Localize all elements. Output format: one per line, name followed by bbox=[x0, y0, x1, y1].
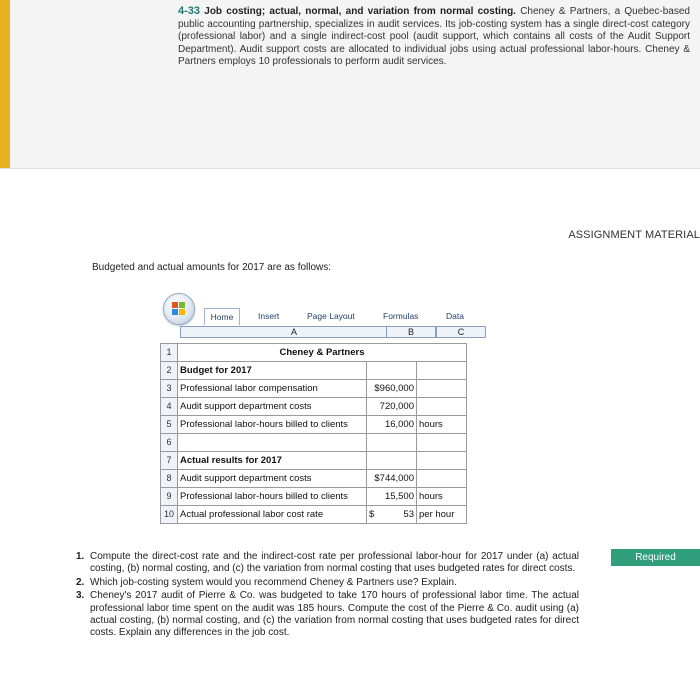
question-number: 1. bbox=[76, 551, 85, 562]
office-logo-icon bbox=[172, 302, 186, 316]
accent-bar bbox=[0, 0, 10, 168]
table-row bbox=[161, 380, 467, 398]
cell-c[interactable]: hours bbox=[417, 416, 467, 434]
cell-c[interactable] bbox=[417, 470, 467, 488]
row-number[interactable]: 4 bbox=[161, 398, 178, 416]
cell-a[interactable] bbox=[178, 434, 367, 452]
cell-b[interactable]: $960,000 bbox=[367, 380, 417, 398]
table-row bbox=[161, 344, 467, 362]
question-number: 2. bbox=[76, 576, 85, 588]
cell-a[interactable]: Actual professional labor cost rate bbox=[178, 506, 367, 524]
column-header-b[interactable]: B bbox=[386, 326, 436, 338]
tab-formulas[interactable]: Formulas bbox=[383, 311, 419, 321]
column-header-c[interactable]: C bbox=[436, 326, 486, 338]
row-number[interactable]: 6 bbox=[161, 434, 178, 452]
cell-b[interactable] bbox=[367, 506, 417, 524]
questions-list bbox=[76, 551, 579, 641]
cell-b[interactable] bbox=[367, 362, 417, 380]
row-number[interactable]: 2 bbox=[161, 362, 178, 380]
problem-body: Cheney & Partners, a Quebec-based public accounting partnership, specializes in audit services. Its job-costing system has a single direct-cost category (professional labor) and a single indirect-cost pool (audit support, which contains all costs of the Audit Support Department). Audit support costs are allocated to individual jobs using actual professional labor-hours. Cheney & Partners employs 10 professionals to perform audit services. bbox=[178, 6, 690, 68]
tab-insert[interactable]: Insert bbox=[258, 311, 280, 321]
intro-text: Budgeted and actual amounts for 2017 are as follows: bbox=[92, 262, 332, 273]
table-row bbox=[161, 470, 467, 488]
table-row bbox=[161, 416, 467, 434]
cell-c[interactable] bbox=[417, 434, 467, 452]
table-row bbox=[161, 488, 467, 506]
list-item bbox=[76, 577, 579, 589]
tab-data[interactable]: Data bbox=[446, 311, 464, 321]
table-row bbox=[161, 362, 467, 380]
cell-c[interactable]: per hour bbox=[417, 506, 467, 524]
row-number[interactable]: 10 bbox=[161, 506, 178, 524]
cell-c[interactable] bbox=[417, 398, 467, 416]
cell-a[interactable]: Professional labor-hours billed to clients bbox=[178, 416, 367, 434]
table-row bbox=[161, 434, 467, 452]
spreadsheet-grid bbox=[160, 343, 467, 524]
row-number[interactable]: 9 bbox=[161, 488, 178, 506]
cell-b-value: 53 bbox=[403, 509, 414, 520]
cell-a[interactable]: Professional labor compensation bbox=[178, 380, 367, 398]
question-text: Cheney's 2017 audit of Pierre & Co. was budgeted to take 170 hours of professional labor time. The actual professional labor time spent on the audit was 185 hours. Compute the cost of the Pierre & Co. audit using (a) actual costing, (b) normal costing, and (c) the variation from normal costing that uses budgeted rates for direct costs. Explain any differences in the job cost. bbox=[90, 590, 579, 639]
cell-a[interactable]: Actual results for 2017 bbox=[178, 452, 367, 470]
question-number: 3. bbox=[76, 590, 85, 602]
section-divider bbox=[0, 168, 700, 169]
row-number[interactable]: 5 bbox=[161, 416, 178, 434]
tab-home[interactable]: Home bbox=[204, 308, 240, 325]
table-row bbox=[161, 506, 467, 524]
row-number[interactable]: 8 bbox=[161, 470, 178, 488]
column-header-a[interactable]: A bbox=[180, 326, 408, 338]
question-text: Compute the direct-cost rate and the indirect-cost rate per professional labor-hour for 2017 under (a) actual costing, (b) normal costing, and (c) the variation from normal costing that uses budgeted rates for direct costs. bbox=[90, 551, 579, 575]
cell-c[interactable] bbox=[417, 362, 467, 380]
cell-a[interactable]: Professional labor-hours billed to clients bbox=[178, 488, 367, 506]
dollar-sign: $ bbox=[369, 509, 375, 520]
row-number[interactable]: 3 bbox=[161, 380, 178, 398]
cell-c[interactable]: hours bbox=[417, 488, 467, 506]
table-row bbox=[161, 398, 467, 416]
sheet-title-cell[interactable]: Cheney & Partners bbox=[178, 344, 467, 362]
row-number[interactable]: 1 bbox=[161, 344, 178, 362]
cell-b[interactable]: 15,500 bbox=[367, 488, 417, 506]
cell-b[interactable]: 16,000 bbox=[367, 416, 417, 434]
spreadsheet bbox=[160, 290, 486, 530]
tab-page-layout[interactable]: Page Layout bbox=[307, 311, 355, 321]
list-item bbox=[76, 590, 579, 640]
section-header: ASSIGNMENT MATERIAL bbox=[568, 229, 700, 241]
problem-number: 4-33 bbox=[178, 5, 201, 17]
cell-c[interactable] bbox=[417, 380, 467, 398]
cell-a[interactable]: Audit support department costs bbox=[178, 470, 367, 488]
row-number[interactable]: 7 bbox=[161, 452, 178, 470]
cell-c[interactable] bbox=[417, 452, 467, 470]
office-button[interactable] bbox=[163, 293, 195, 325]
cell-b[interactable]: 720,000 bbox=[367, 398, 417, 416]
problem-statement bbox=[178, 5, 690, 69]
problem-title: Job costing; actual, normal, and variation from normal costing. bbox=[204, 6, 516, 17]
table-row bbox=[161, 452, 467, 470]
list-item bbox=[76, 551, 579, 576]
cell-a[interactable]: Budget for 2017 bbox=[178, 362, 367, 380]
cell-b[interactable] bbox=[367, 452, 417, 470]
cell-a[interactable]: Audit support department costs bbox=[178, 398, 367, 416]
question-text: Which job-costing system would you recommend Cheney & Partners use? Explain. bbox=[90, 576, 457, 588]
cell-b[interactable]: $744,000 bbox=[367, 470, 417, 488]
required-badge: Required bbox=[611, 549, 700, 566]
cell-b[interactable] bbox=[367, 434, 417, 452]
column-headers bbox=[160, 326, 486, 337]
